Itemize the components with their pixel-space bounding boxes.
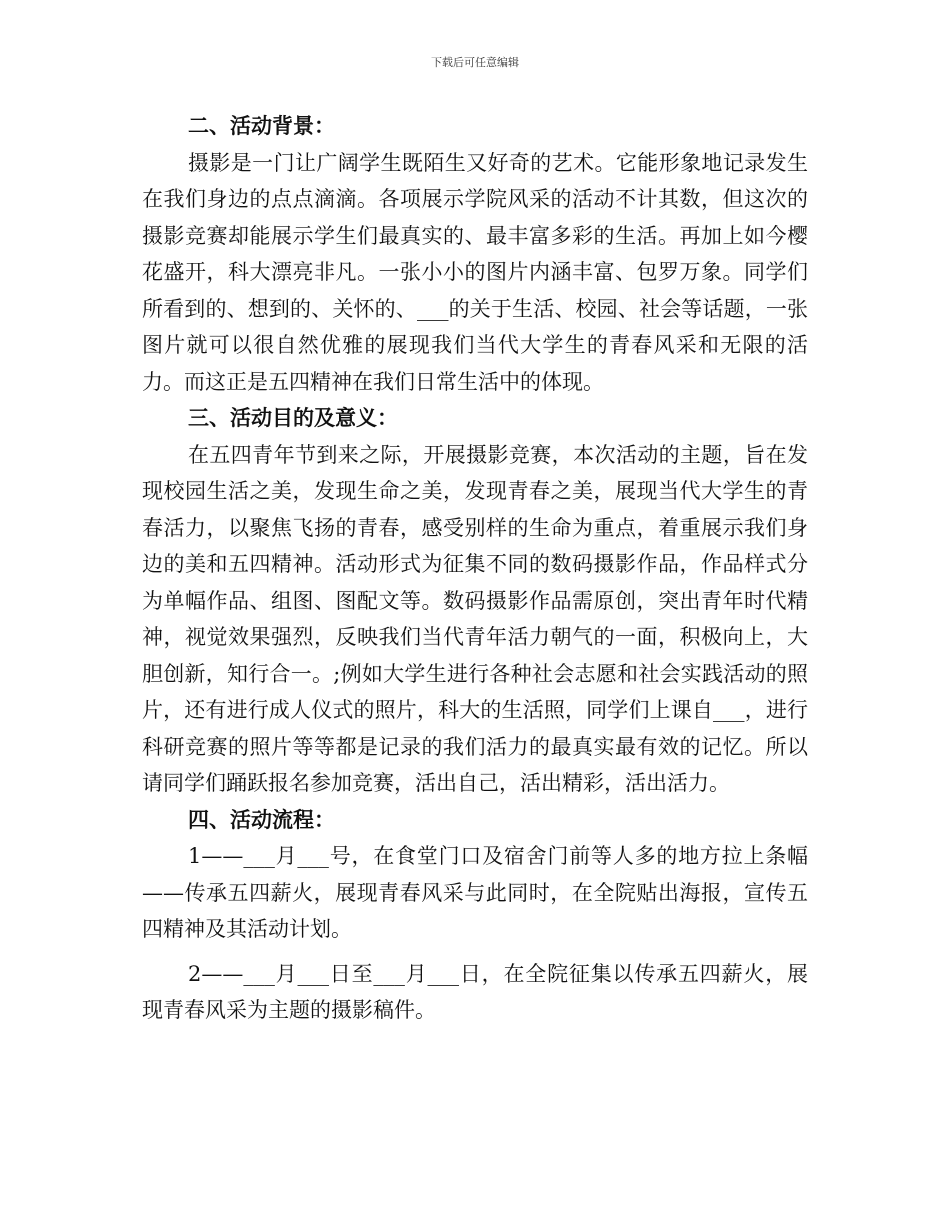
process-step-1: 1——___月___号，在食堂门口及宿舍门前等人多的地方拉上条幅——传承五四薪火，展现青春风采与此同时，在全院贴出海报，宣传五四精神及其活动计划。 — [142, 844, 808, 941]
section-heading-background: 二、活动背景： — [188, 114, 335, 138]
page-header: 下载后可任意编辑 — [431, 56, 519, 69]
section-heading-purpose: 三、活动目的及意义： — [188, 406, 398, 430]
process-step-2: 2——___月___日至___月___日，在全院征集以传承五四薪火，展现青春风采为主题的摄影稿件。 — [142, 961, 808, 1022]
paragraph-background: 摄影是一门让广阔学生既陌生又好奇的艺术。它能形象地记录发生在我们身边的点点滴滴。各项展示学院风采的活动不计其数，但这次的摄影竞赛却能展示学生们最真实的、最丰富多彩的生活。再加上如今樱花盛开，科大漂亮非凡。一张小小的图片内涵丰富、包罗万象。同学们所看到的、想到的、关怀的、___的关于生活、校园、社会等话题，一张图片就可以很自然优雅的展现我们当代大学生的青春风采和无限的活力。而这正是五四精神在我们日常生活中的体现。 — [142, 150, 808, 394]
document-body — [142, 108, 808, 1029]
paragraph-purpose: 在五四青年节到来之际，开展摄影竞赛，本次活动的主题，旨在发现校园生活之美，发现生命之美，发现青春之美，展现当代大学生的青春活力，以聚焦飞扬的青春，感受别样的生命为重点，着重展示我们身边的美和五四精神。活动形式为征集不同的数码摄影作品，作品样式分为单幅作品、组图、图配文等。数码摄影作品需原创，突出青年时代精神，视觉效果强烈，反映我们当代青年活力朝气的一面，积极向上，大胆创新，知行合一。;例如大学生进行各种社会志愿和社会实践活动的照片，还有进行成人仪式的照片，科大的生活照，同学们上课自___，进行科研竞赛的照片等等都是记录的我们活力的最真实最有效的记忆。所以请同学们踊跃报名参加竞赛，活出自己，活出精彩，活出活力。 — [142, 442, 808, 795]
section-heading-process: 四、活动流程： — [188, 807, 335, 832]
